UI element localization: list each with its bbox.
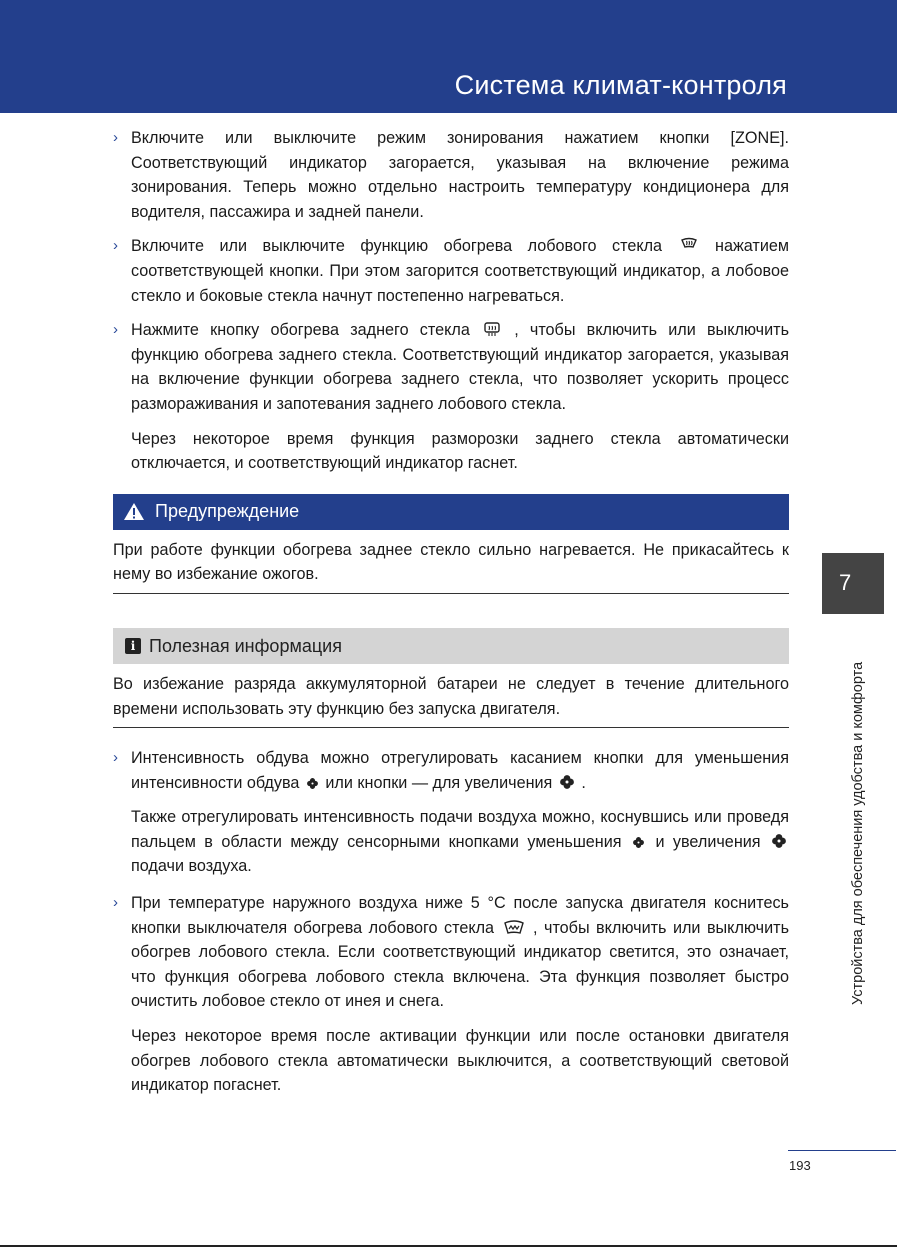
bullet-text: Включите или выключите режим зонирования нажатием кнопки [ZONE]. Соответствующий индикатор загорается, указывая на включение режима зонирования. Теперь можно отдельно настроить температуру кондиционера для водителя, пассажира и задней панели. — [131, 129, 789, 221]
bullet-chevron-icon: › — [113, 894, 118, 912]
paragraph: Через некоторое время после активации функции или после остановки двигателя обогрев лобового стекла автоматически выключится, а соответствующий световой индикатор погаснет. — [131, 1027, 789, 1095]
bullet-text: Включите или выключите функцию обогрева лобового стекла — [131, 237, 663, 256]
warning-title: Предупреждение — [155, 501, 300, 522]
bullet-text-end: . — [581, 773, 586, 792]
page-header — [0, 0, 897, 113]
bullet-text: Нажмите кнопку обогрева заднего стекла — [131, 321, 470, 340]
warning-icon — [123, 502, 145, 521]
paragraph-text-end: подачи воздуха. — [131, 857, 252, 876]
fan-small-icon — [306, 777, 319, 790]
fan-large-icon — [771, 833, 787, 849]
list-item — [113, 318, 789, 416]
fan-small-icon — [632, 836, 645, 849]
bullet-text-cont: или кнопки — для увеличения — [325, 773, 553, 792]
chapter-title: Устройства для обеспечения удобства и комфорта — [850, 661, 866, 1005]
paragraph-text: Также отрегулировать интенсивность подачи воздуха можно, коснувшись или проведя пальцем в области между сенсорными кнопками уменьшения — [131, 808, 789, 851]
front-defrost-max-icon — [503, 920, 525, 935]
bullet-chevron-icon: › — [113, 129, 118, 146]
bullet-text: Интенсивность обдува можно отрегулировать касанием кнопки для уменьшения интенсивности обдува — [131, 749, 789, 792]
bullet-chevron-icon: › — [113, 321, 118, 339]
paragraph: Через некоторое время функция разморозки заднего стекла автоматически отключается, и соответствующий индикатор гаснет. — [131, 429, 789, 473]
bullet-text-cont: , чтобы включить или выключить функцию обогрева заднего стекла. Соответствующий индикатор загорается, указывая на включение функции обогрева заднего стекла, что позволяет ускорить процесс размораживания и запотевания заднего лобового стекла. — [131, 321, 790, 413]
main-content — [113, 126, 789, 1110]
divider — [113, 727, 789, 728]
footer-divider — [788, 1150, 896, 1151]
chapter-number: 7 — [839, 570, 852, 595]
page-number: 193 — [789, 1158, 811, 1173]
bullet-text-cont: нажатием соответствующей кнопки. При этом загорится соответствующий индикатор, а лобовое стекло и боковые стекла начнут постепенно нагреваться. — [131, 237, 790, 305]
info-text: Во избежание разряда аккумуляторной батареи не следует в течение длительного времени использовать эту функцию без запуска двигателя. — [113, 674, 789, 718]
list-item — [113, 746, 789, 795]
divider — [113, 593, 789, 594]
bullet-chevron-icon: › — [113, 237, 118, 255]
info-title: Полезная информация — [149, 635, 342, 656]
list-item — [113, 234, 789, 308]
fan-large-icon — [559, 774, 575, 790]
list-item — [113, 126, 789, 224]
page-title: Система климат-контроля — [454, 70, 787, 100]
warning-header — [113, 494, 789, 530]
bullet-text-cont: , чтобы включить или выключить обогрев лобового стекла. Если соответствующий индикатор светится, это означает, что функция обогрева лобового стекла включена. Эта функция позволяет быстро очистить лобовое стекло от инея и снега. — [131, 918, 790, 1011]
paragraph — [113, 805, 789, 879]
bullet-text: При температуре наружного воздуха ниже 5 °C после запуска двигателя коснитесь кнопки выключателя обогрева лобового стекла — [131, 894, 789, 937]
paragraph-text-cont: и увеличения — [655, 832, 761, 851]
page-bottom-border — [0, 1245, 897, 1247]
bullet-chevron-icon: › — [113, 749, 118, 767]
rear-defrost-icon — [483, 321, 501, 337]
list-item — [113, 891, 789, 1014]
windshield-defrost-icon — [680, 237, 698, 253]
info-header — [113, 628, 789, 664]
warning-text: При работе функции обогрева заднее стекло сильно нагревается. Не прикасайтесь к нему во избежание ожогов. — [113, 540, 789, 584]
info-icon: i — [125, 638, 141, 654]
chapter-tab — [822, 553, 884, 614]
